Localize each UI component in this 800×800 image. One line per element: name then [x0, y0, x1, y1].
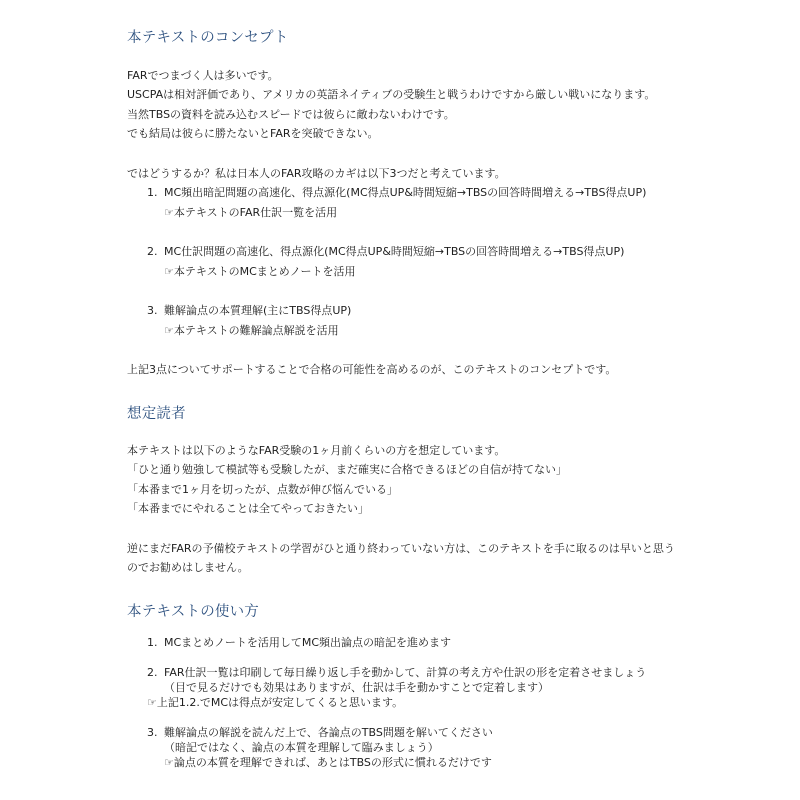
readers-line-4: 「本番までにやれることは全てやっておきたい」: [127, 502, 369, 515]
usage-item-2-note: ☞上記1.2.でMCは得点が安定してくると思います。: [147, 696, 404, 709]
readers-note-line-1: 逆にまだFARの予備校テキストの学習がひと通り終わっていない方は、このテキストを手に取るのは早いと思う: [127, 542, 675, 555]
concept-list-item-1-note: ☞本テキストのFAR仕訳一覧を活用: [164, 206, 338, 219]
readers-line-1: 本テキストは以下のようなFAR受験の1ヶ月前くらいの方を想定しています。: [127, 444, 506, 457]
concept-list-item-3-note: ☞本テキストの難解論点解説を活用: [164, 324, 339, 337]
concept-line-3: 当然TBSの資料を読み込むスピードでは彼らに敵わないわけです。: [127, 108, 455, 121]
section-heading-readers: 想定読者: [127, 406, 186, 422]
section-heading-concept: 本テキストのコンセプト: [127, 30, 289, 46]
usage-item-1: MCまとめノートを活用してMC頻出論点の暗記を進めます: [164, 636, 452, 649]
usage-item-3-line-2: （暗記ではなく、論点の本質を理解して臨みましょう）: [164, 741, 439, 754]
usage-item-3-line-3: ☞論点の本質を理解できれば、あとはTBSの形式に慣れるだけです: [164, 756, 492, 769]
concept-list-item-1: MC頻出暗記問題の高速化、得点源化(MC得点UP&時間短縮→TBSの回答時間増える→TBS得点UP): [164, 186, 647, 199]
concept-intro: ではどうするか？私は日本人のFAR攻略のカギは以下3つだと考えています。: [127, 167, 506, 180]
list-number: 2.: [147, 666, 158, 679]
readers-note-line-2: のでお勧めはしません。: [127, 561, 249, 574]
concept-line-2: USCPAは相対評価であり、アメリカの英語ネイティブの受験生と戦うわけですから厳しい戦いになります。: [127, 88, 656, 101]
concept-list-item-2: MC仕訳問題の高速化、得点源化(MC得点UP&時間短縮→TBSの回答時間増える→TBS得点UP): [164, 245, 625, 258]
section-heading-usage: 本テキストの使い方: [127, 604, 260, 620]
readers-line-2: 「ひと通り勉強して模試等も受験したが、まだ確実に合格できるほどの自信が持てない」: [127, 463, 567, 476]
list-number: 3.: [147, 304, 158, 317]
list-number: 2.: [147, 245, 158, 258]
concept-closing: 上記3点についてサポートすることで合格の可能性を高めるのが、このテキストのコンセプトです。: [127, 363, 617, 376]
readers-line-3: 「本番まで1ヶ月を切ったが、点数が伸び悩んでいる」: [127, 483, 398, 496]
usage-item-3-line-1: 難解論点の解説を読んだ上で、各論点のTBS問題を解いてください: [164, 726, 493, 739]
list-number: 3.: [147, 726, 158, 739]
usage-item-2-line-1: FAR仕訳一覧は印刷して毎日繰り返し手を動かして、計算の考え方や仕訳の形を定着させましょう: [164, 666, 647, 679]
concept-list-item-2-note: ☞本テキストのMCまとめノートを活用: [164, 265, 356, 278]
concept-line-1: FARでつまづく人は多いです。: [127, 69, 279, 82]
list-number: 1.: [147, 636, 158, 649]
concept-line-4: でも結局は彼らに勝たないとFARを突破できない。: [127, 127, 379, 140]
concept-list-item-3: 難解論点の本質理解(主にTBS得点UP): [164, 304, 352, 317]
usage-item-2-line-2: （目で見るだけでも効果はありますが、仕訳は手を動かすことで定着します）: [164, 681, 549, 694]
list-number: 1.: [147, 186, 158, 199]
